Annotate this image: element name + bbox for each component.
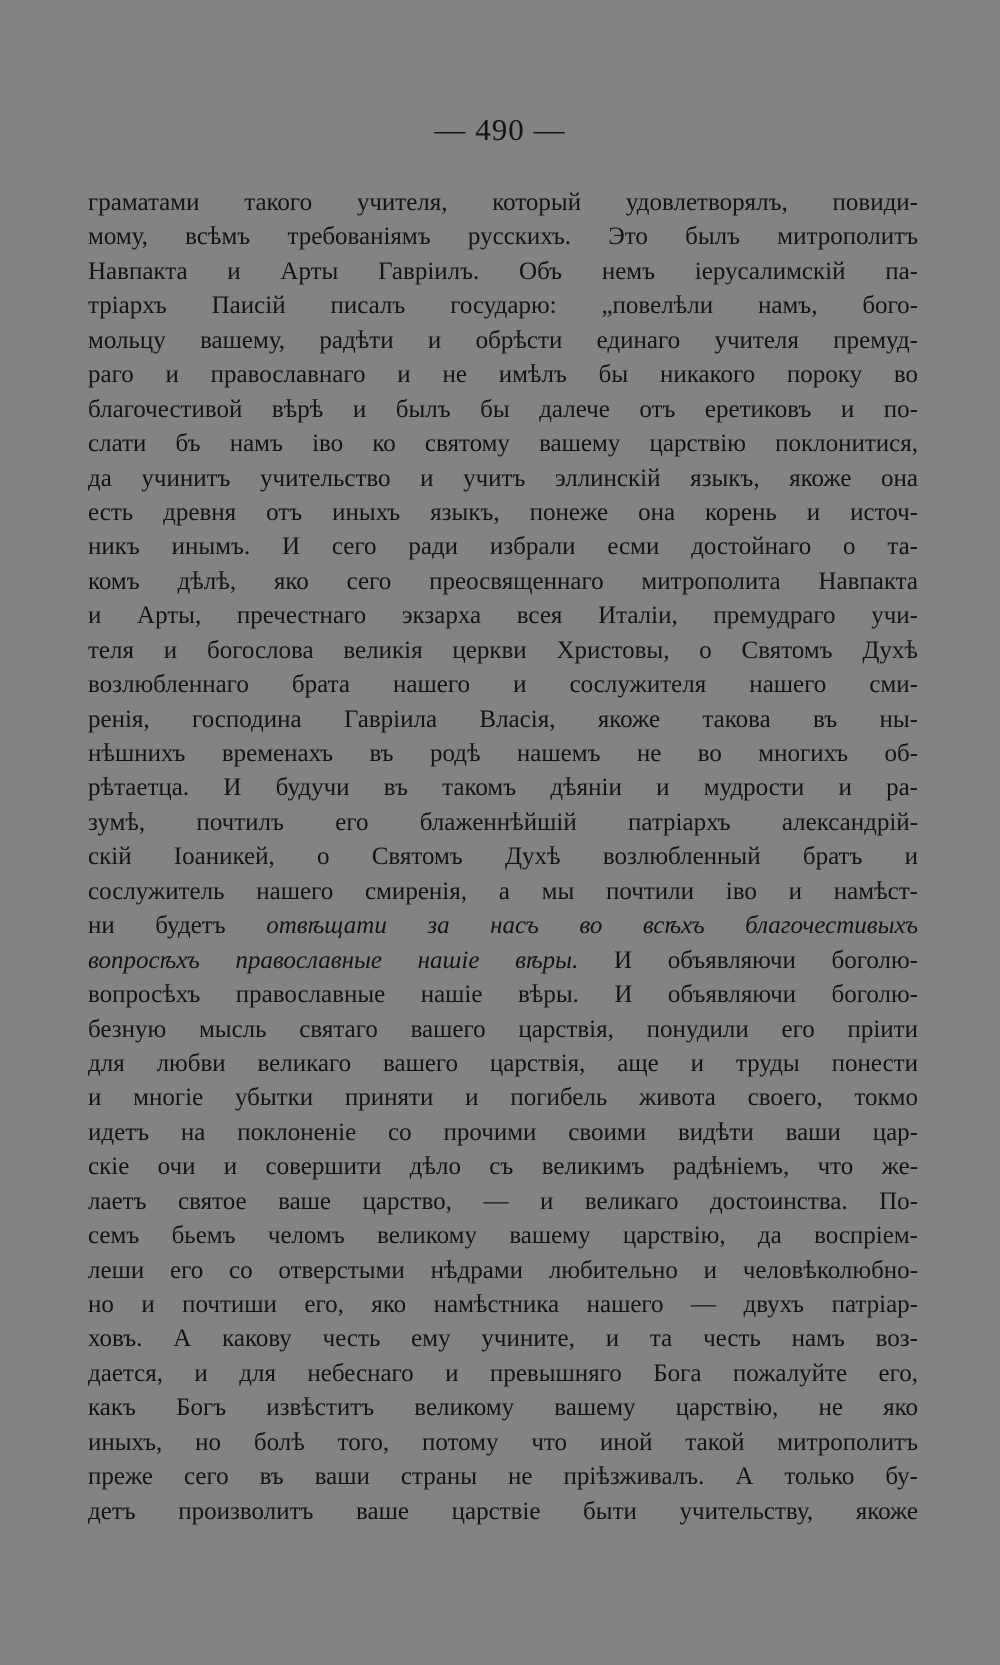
text-segment: И объявляючи боголю- <box>578 946 918 974</box>
text-line: какъ Богъ извѣститъ великому вашему царствiю, не яко <box>88 1394 918 1422</box>
italic-segment: вопросѣхъ православные нашiе вѣры. <box>88 946 579 974</box>
text-line: есть древня отъ иныхъ языкъ, понеже она корень и источ- <box>88 498 918 526</box>
text-line <box>88 944 918 978</box>
text-line: мому, всѣмъ требованiямъ русскихъ. Это былъ митрополитъ <box>88 223 918 251</box>
text-line: да учинитъ учительство и учитъ эллинскiй языкъ, якоже она <box>88 464 918 492</box>
text-line: мольцу вашему, радѣти и обрѣсти единаго учителя премуд- <box>88 326 918 354</box>
text-line: сослужитель нашего смиренiя, а мы почтили iво и намѣст- <box>88 877 918 905</box>
text-line: зумѣ, почтилъ его блаженнѣйшiй патрiархъ александрiй- <box>88 808 918 836</box>
text-line <box>88 909 918 943</box>
text-line: трiархъ Паисiй писалъ государю: „повелѣли намъ, бого- <box>88 292 918 320</box>
page-number: — 490 — <box>434 112 566 147</box>
text-line: скiй Iоаникей, о Святомъ Духѣ возлюбленный братъ и <box>88 843 918 871</box>
text-line: ренiя, господина Гаврiила Власiя, якоже такова въ ны- <box>88 705 918 733</box>
text-line: идетъ на поклоненiе со прочими своими видѣти ваши цар- <box>88 1118 918 1146</box>
text-line: и многiе убытки приняти и погибель живота своего, токмо <box>88 1084 918 1112</box>
italic-segment: отвѣщати за насъ во всѣхъ благочестивыхъ <box>266 912 918 940</box>
text-line: комъ дѣлѣ, яко сего преосвященнаго митрополита Навпакта <box>88 567 918 595</box>
text-line: рѣтаетца. И будучи въ такомъ дѣянiи и мудрости и ра- <box>88 774 918 802</box>
text-line: никъ инымъ. И сего ради избрали есми достойнаго о та- <box>88 533 918 561</box>
text-line: Навпакта и Арты Гаврiилъ. Объ немъ iерусалимскiй па- <box>88 257 918 285</box>
text-line: и Арты, пречестнаго экзарха всея Италiи, премудраго учи- <box>88 602 918 630</box>
text-line: семъ бьемъ челомъ великому вашему царствiю, да воспрiем- <box>88 1222 918 1250</box>
text-line: лаетъ святое ваше царство, — и великаго достоинства. По- <box>88 1187 918 1215</box>
text-line: ховъ. А какову честь ему учините, и та честь намъ воз- <box>88 1325 918 1353</box>
text-line: леши его со отверстыми нѣдрами любительно и человѣколюбно- <box>88 1256 918 1284</box>
text-line: иныхъ, но болѣ того, потому что иной такой митрополитъ <box>88 1428 918 1456</box>
text-line: дается, и для небеснаго и превышняго Бога пожалуйте его, <box>88 1359 918 1387</box>
text-line: преже сего въ ваши страны не прiѣзживалъ. А только бу- <box>88 1463 918 1491</box>
text-line: безную мысль святаго вашего царствiя, понудили его прiити <box>88 1015 918 1043</box>
text-line: для любви великаго вашего царствiя, аще и труды понести <box>88 1049 918 1077</box>
text-line: но и почтиши его, яко намѣстника нашего — двухъ патрiар- <box>88 1291 918 1318</box>
text-line: вопросѣхъ православные нашiе вѣры. И объявляючи боголю- <box>88 981 918 1009</box>
text-line: благочестивой вѣрѣ и былъ бы далече отъ еретиковъ и по- <box>88 395 918 423</box>
text-line: слати бъ намъ iво ко святому вашему царствiю поклонитися, <box>88 430 918 458</box>
text-line: раго и православнаго и не имѣлъ бы никакого пороку во <box>88 361 918 389</box>
text-line: детъ произволитъ ваше царствiе быти учительству, якоже <box>88 1497 918 1525</box>
text-line: возлюбленнаго брата нашего и сослужителя нашего сми- <box>88 671 918 699</box>
body-text <box>88 186 918 1529</box>
text-segment: ни будетъ <box>88 912 267 940</box>
text-line: скiе очи и совершити дѣло съ великимъ радѣнiемъ, что же- <box>88 1153 918 1181</box>
text-line: теля и богослова великiя церкви Христовы, о Святомъ Духѣ <box>88 636 918 664</box>
text-line: граматами такого учителя, который удовлетворялъ, повиди- <box>88 189 918 216</box>
text-line: нѣшнихъ временахъ въ родѣ нашемъ не во многихъ об- <box>88 740 918 767</box>
